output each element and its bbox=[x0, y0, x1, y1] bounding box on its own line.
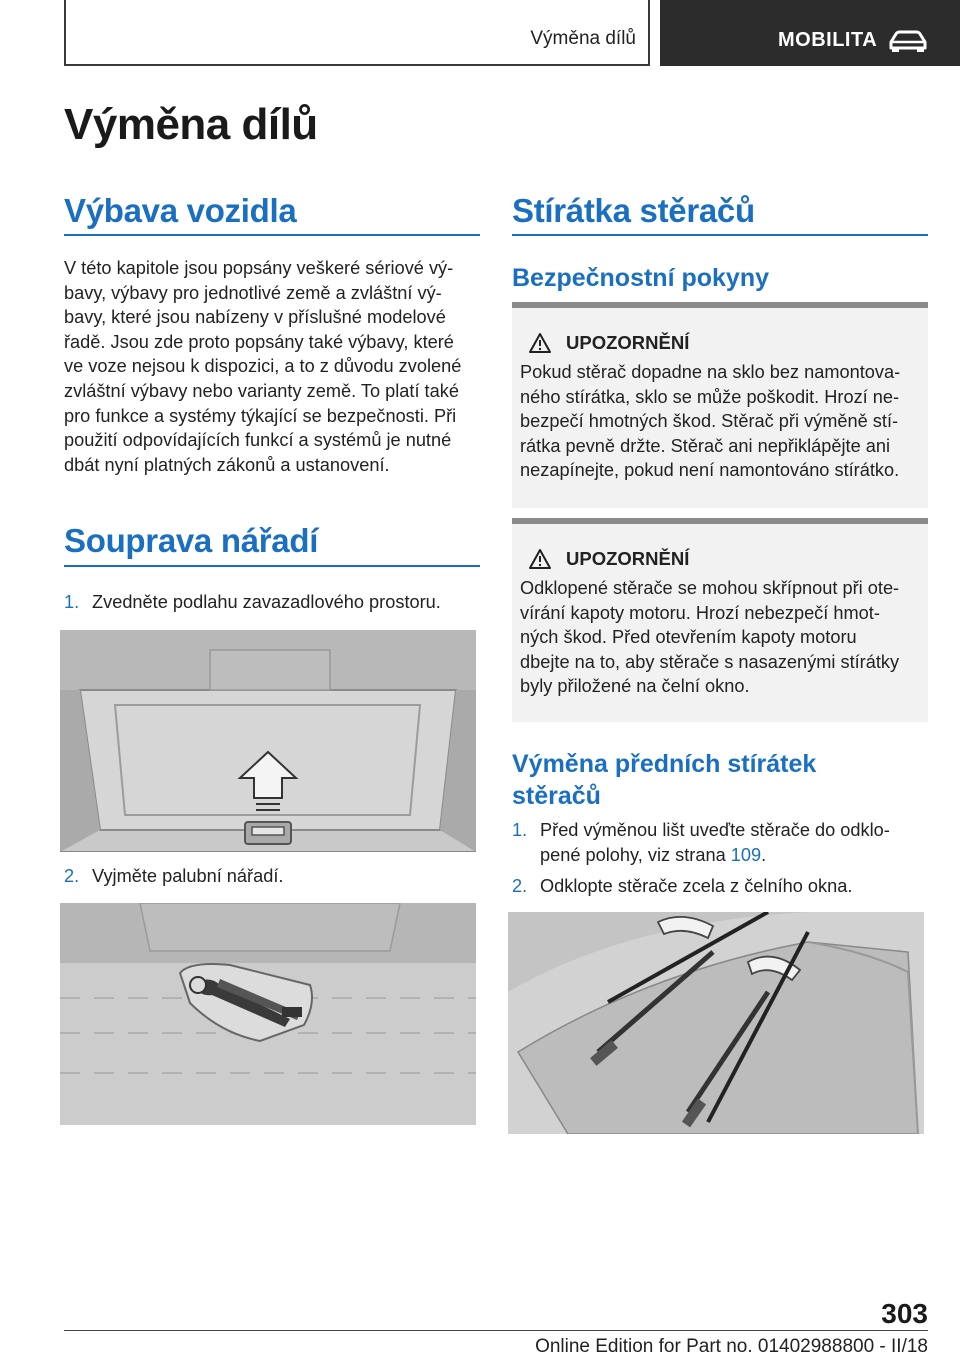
text-line: vírání kapoty motoru. Hrozí nebezpečí hmot‐ bbox=[520, 602, 880, 623]
subheading-line: stěračů bbox=[512, 782, 601, 810]
heading-vybava: Výbava vozidla bbox=[64, 192, 297, 229]
text-line: byly přiložené na čelní okno. bbox=[520, 676, 750, 697]
warning-text bbox=[520, 360, 900, 483]
wiper-illustration bbox=[508, 912, 924, 1134]
warning-box bbox=[512, 518, 928, 722]
car-icon bbox=[888, 30, 928, 52]
text-line: dbát nyní platných zákonů a ustanovení. bbox=[64, 454, 390, 475]
text-line: nezapínejte, pokud není namontováno stírátko. bbox=[520, 460, 900, 481]
header-section-title: Výměna dílů bbox=[530, 28, 636, 49]
step-text: Zvedněte podlahu zavazadlového prostoru. bbox=[92, 592, 441, 612]
subheading-line: Výměna předních stírátek bbox=[512, 750, 817, 778]
vybava-paragraph bbox=[64, 256, 461, 477]
text-line: řadě. Jsou zde proto popsány také výbavy, které bbox=[64, 331, 454, 352]
subheading-safety: Bezpečnostní pokyny bbox=[512, 264, 769, 292]
toolkit-illustration bbox=[60, 903, 476, 1125]
text-line: rátka pevně držte. Stěrač ani nepřiklápějte ani bbox=[520, 435, 891, 456]
warning-box bbox=[512, 302, 928, 508]
text-line: bavy, výbavy pro jednotlivé země a zvláštní vý‐ bbox=[64, 282, 442, 303]
text-line: Pokud stěrač dopadne na sklo bez namontova‐ bbox=[520, 362, 901, 382]
heading-souprava: Souprava nářadí bbox=[64, 522, 319, 559]
heading-rule bbox=[64, 565, 480, 567]
step-number: 2. bbox=[64, 866, 80, 886]
text-line: bavy, které jsou nabízeny v příslušné modelové bbox=[64, 307, 446, 328]
heading-rule bbox=[64, 234, 480, 236]
step-text-line: Před výměnou lišt uveďte stěrače do odklo‐ bbox=[540, 820, 890, 840]
heading-stiratka: Stírátka stěračů bbox=[512, 192, 755, 229]
text-line: V této kapitole jsou popsány veškeré sériové vý‐ bbox=[64, 258, 454, 278]
warning-title: UPOZORNĚNÍ bbox=[566, 548, 690, 569]
text-line: dbejte na to, aby stěrače s nasazenými stírátky bbox=[520, 651, 900, 672]
text-line: zvláštní výbavy nebo varianty země. To platí také bbox=[64, 380, 459, 401]
header-chapter-label: MOBILITA bbox=[778, 29, 878, 51]
text-line: použití odpovídajících funkcí a systémů je nutné bbox=[64, 430, 452, 451]
header-section-box bbox=[64, 0, 650, 66]
page-title: Výměna dílů bbox=[64, 100, 318, 149]
header-chapter-tab bbox=[660, 0, 960, 66]
edition-info: Online Edition for Part no. 01402988800 - II/18 bbox=[535, 1336, 928, 1357]
subheading-front-wipers bbox=[512, 748, 816, 812]
trunk-floor-illustration bbox=[60, 630, 476, 852]
step-number: 2. bbox=[512, 876, 528, 896]
text-line: ve voze nejsou k dispozici, a to z důvodu zvolené bbox=[64, 356, 462, 377]
text-line: bezpečí hmotných škod. Stěrač při výměně stí‐ bbox=[520, 411, 899, 432]
warning-title: UPOZORNĚNÍ bbox=[566, 332, 690, 353]
warning-text bbox=[520, 576, 899, 699]
warning-triangle-icon bbox=[528, 332, 552, 354]
step-number: 1. bbox=[512, 820, 528, 840]
step-text-punct: . bbox=[761, 844, 767, 865]
warning-triangle-icon bbox=[528, 548, 552, 570]
step-text: Odklopte stěrače zcela z čelního okna. bbox=[540, 876, 853, 896]
text-line: pro funkce a systémy týkající se bezpečnosti. Při bbox=[64, 405, 457, 426]
step-text: Vyjměte palubní nářadí. bbox=[92, 866, 284, 886]
page-number: 303 bbox=[881, 1298, 928, 1329]
text-line: Odklopené stěrače se mohou skřípnout při ote‐ bbox=[520, 578, 900, 598]
page-reference-link[interactable]: 109 bbox=[730, 844, 762, 865]
footer-rule bbox=[64, 1330, 928, 1331]
step-number: 1. bbox=[64, 592, 80, 612]
heading-rule bbox=[512, 234, 928, 236]
step-text bbox=[540, 818, 890, 867]
step-text-line: pené polohy, viz strana bbox=[540, 844, 731, 865]
text-line: ných škod. Před otevřením kapoty motoru bbox=[520, 627, 857, 648]
text-line: ného stírátka, sklo se může poškodit. Hrozí ne‐ bbox=[520, 386, 900, 407]
